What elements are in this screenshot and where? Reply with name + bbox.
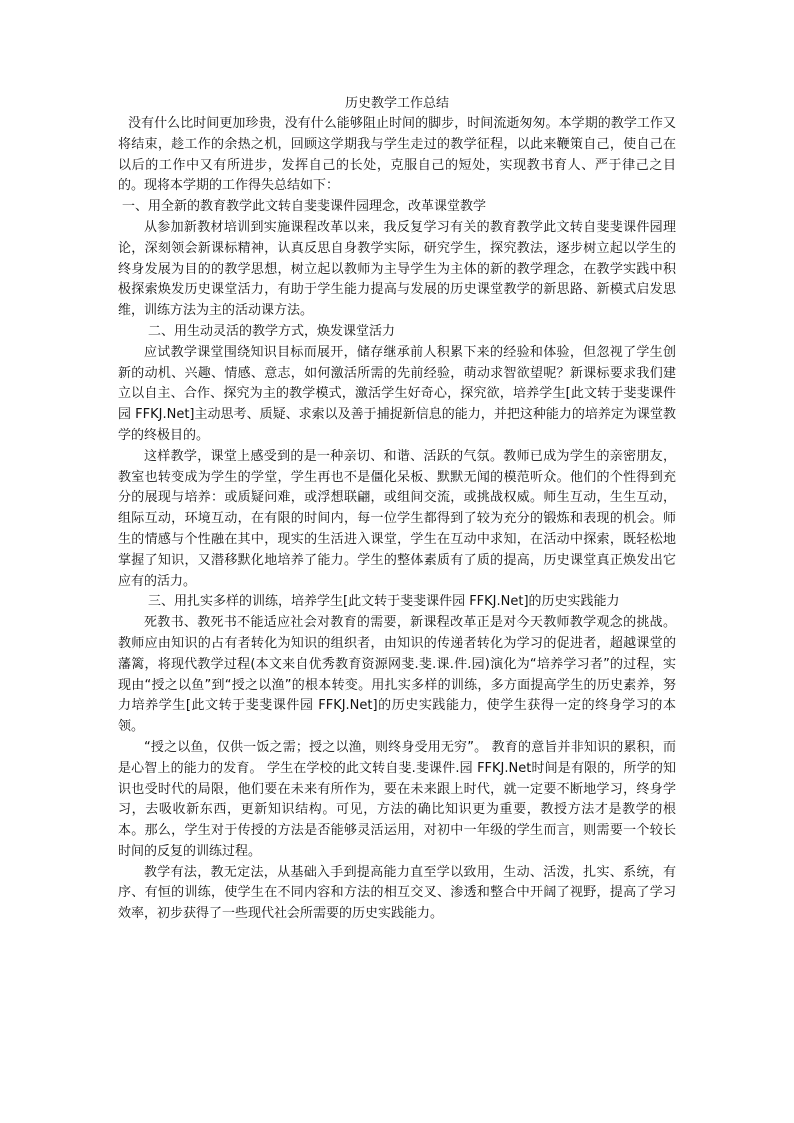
section-1-heading: 一、用全新的教育教学此文转自斐斐课件园理念，改革课堂教学 — [122, 199, 487, 215]
intro-paragraph: 没有什么比时间更加珍贵，没有什么能够阻止时间的脚步，时间流逝匆匆。本学期的教学工作又将结束，趁工作的余热之机，回顾这学期我与学生走过的教学征程，以此来鞭策自己，使自己在以后的工作中又有所进步，发挥自己的长处，克服自己的短处，实现教书育人、严于律己之目的。现将本学期的工作得失总结如下： — [118, 116, 676, 194]
section-3-paragraph-1: 死教书、教死书不能适应社会对教育的需要，新课程改革正是对今天教师教学观念的挑战。教师应由知识的占有者转化为知识的组织者，由知识的传递者转化为学习的促进者，超越课堂的藩篱，将现代教学过程(本文来自优秀教育资源网斐.斐.课.件.园)演化为“培养学习者”的过程，实现由“授之以鱼”到“授之以渔”的根本转变。用扎实多样的训练，多方面提高学生的历史素养，努力培养学生[此文转于斐斐课件园 FFKJ.Net]的历史实践能力，使学生获得一定的终身学习的本领。 — [118, 615, 676, 735]
section-1-paragraph-1: 从参加新教材培训到实施课程改革以来，我反复学习有关的教育教学此文转自斐斐课件园理论，深刻领会新课标精神，认真反思自身教学实际，研究学生，探究教法，逐步树立起以学生的终身发展为目的的教学思想，树立起以教师为主导学生为主体的新的教学理念，在教学实践中积极探索焕发历史课堂活力，有助于学生能力提高与发展的历史课堂教学的新思路、新模式启发思维，训练方法为主的活动课方法。 — [118, 219, 676, 319]
section-3-paragraph-2: “授之以鱼，仅供一饭之需；授之以渔，则终身受用无穷”。 教育的意旨并非知识的累积，而是心智上的能力的发育。 学生在学校的此文转自斐.斐课件.园 FFKJ.Net时间是有限的，所学的知识也受时代的局限，他们要在未来有所作为，要在未来跟上时代，就一定要不断地学习，终身学习，去吸收新东西，更新知识结构。可见，方法的确比知识更为重要，教授方法才是教学的根本。那么，学生对于传授的方法是否能够灵活运用，对初中一年级的学生而言，则需要一个较长时间的反复的训练过程。 — [118, 739, 676, 859]
section-2-heading: 二、用生动灵活的教学方式，焕发课堂活力 — [148, 323, 396, 339]
section-2-paragraph-1: 应试教学课堂围绕知识目标而展开，储存继承前人积累下来的经验和体验，但忽视了学生创新的动机、兴趣、情感、意志，如何激活所需的先前经验，萌动求智欲望呢？新课标要求我们建立以自主、合作、探究为主的教学模式，激活学生好奇心，探究欲，培养学生[此文转于斐斐课件园 FFKJ.Net]主动思考、质疑、求索以及善于捕捉新信息的能力，并把这种能力的培养定为课堂教学的终极目的。 — [118, 344, 676, 443]
section-3-paragraph-3: 教学有法，教无定法，从基础入手到提高能力直至学以致用，生动、活泼，扎实、系统，有序、有恒的训练，使学生在不同内容和方法的相互交叉、渗透和整合中开阔了视野，提高了学习效率，初步获得了一些现代社会所需要的历史实践能力。 — [118, 864, 676, 922]
section-3-heading: 三、用扎实多样的训练，培养学生[此文转于斐斐课件园 FFKJ.Net]的历史实践能力 — [148, 594, 620, 610]
document-body — [118, 94, 676, 925]
document-title: 历史教学工作总结 — [344, 96, 449, 111]
section-2-paragraph-2: 这样教学，课堂上感受到的是一种亲切、和谐、活跃的气氛。教师已成为学生的亲密朋友，教室也转变成为学生的学堂，学生再也不是僵化呆板、默默无闻的模范听众。他们的个性得到充分的展现与培养：或质疑问难，或浮想联翩，或组间交流，或挑战权威。师生互动，生生互动，组际互动，环境互动，在有限的时间内，每一位学生都得到了较为充分的锻炼和表现的机会。师生的情感与个性融在其中，现实的生活进入课堂，学生在互动中求知，在活动中探索，既轻松地掌握了知识，又潜移默化地培养了能力。学生的整体素质有了质的提高，历史课堂真正焕发出它应有的活力。 — [118, 448, 676, 589]
